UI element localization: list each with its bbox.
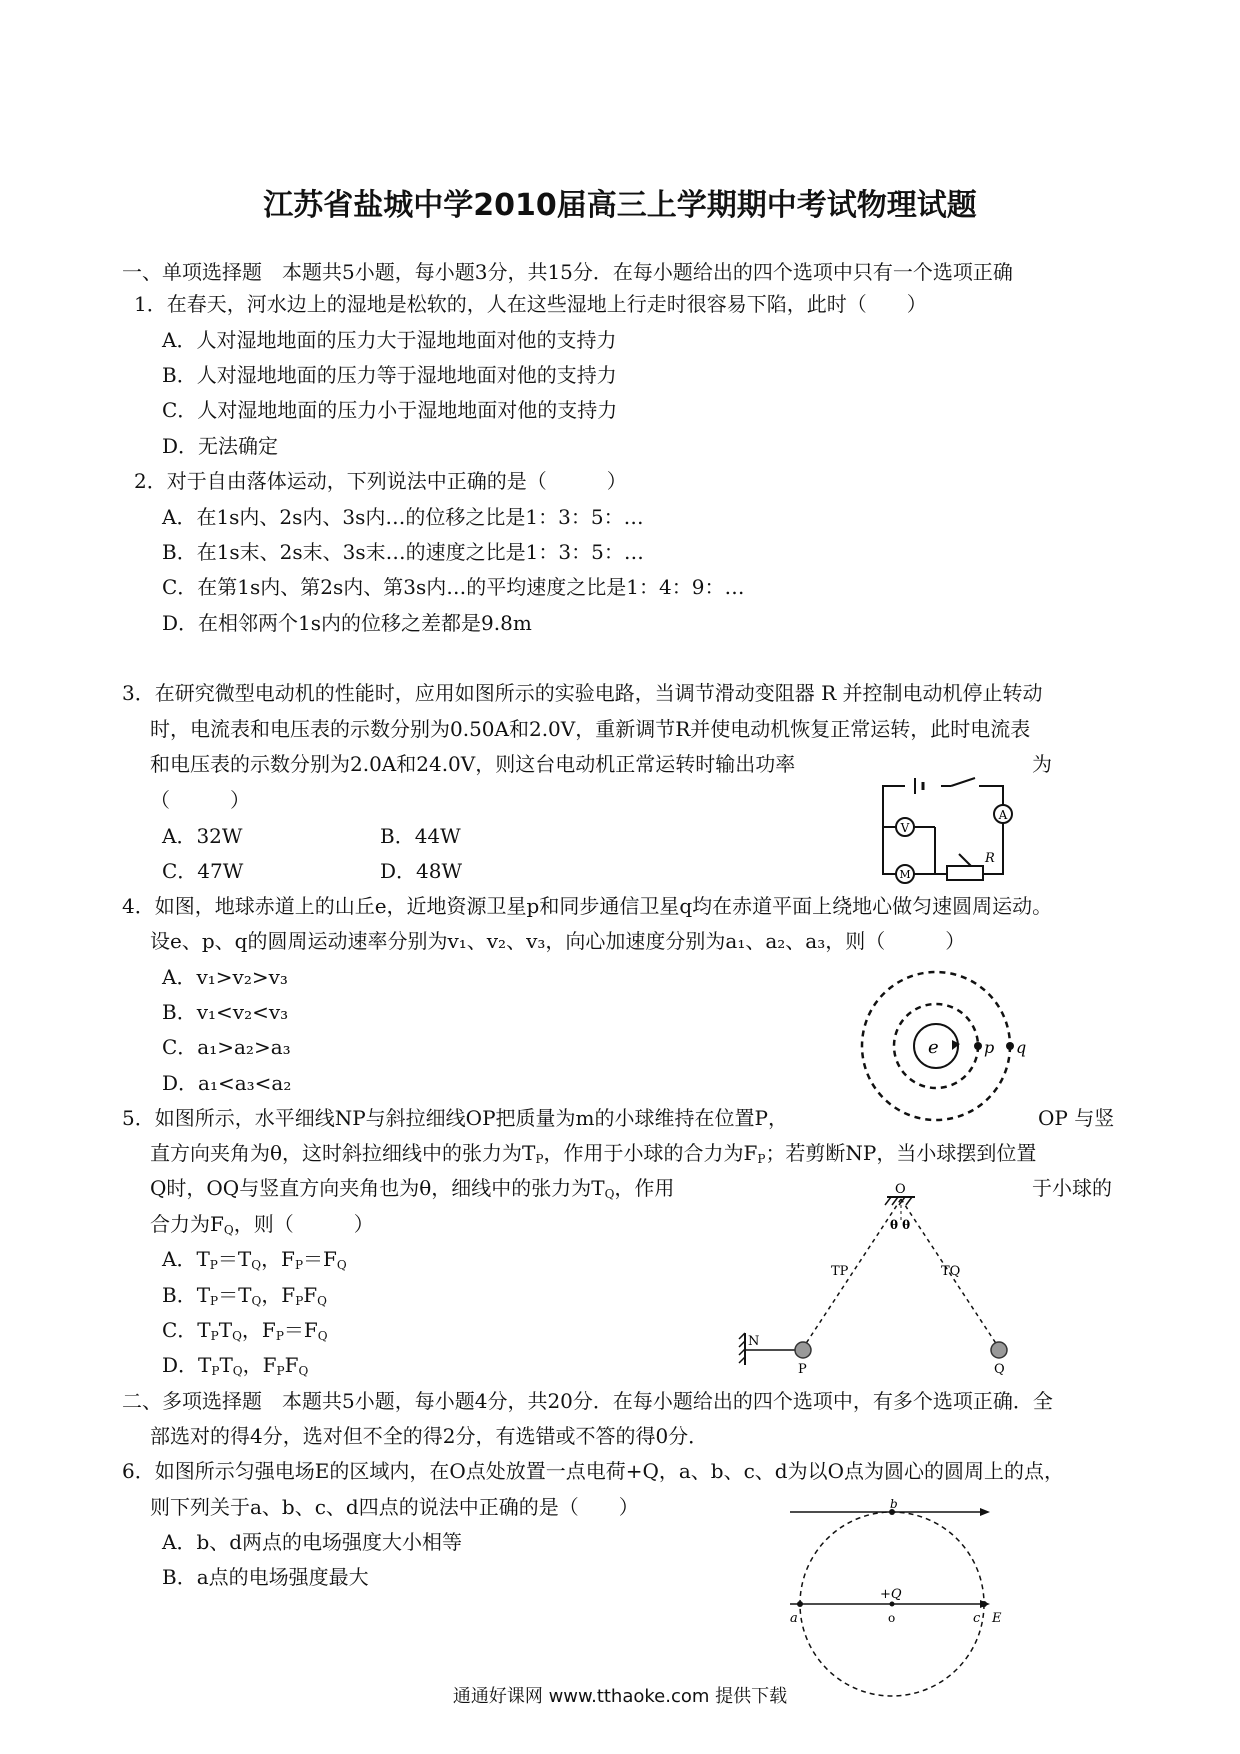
- label-c: c: [973, 1611, 981, 1626]
- q5-line-3b: 于小球的: [1032, 1176, 1112, 1200]
- voltmeter-label: V: [900, 821, 910, 835]
- rheostat-label: R: [985, 851, 995, 866]
- q4-option-a: A．v₁>v₂>v₃: [162, 965, 288, 989]
- q2-option-a: A．在1s内、2s内、3s内…的位移之比是1：3：5：…: [162, 505, 644, 529]
- label-p: p: [984, 1038, 995, 1057]
- q3-option-a: A．32W: [162, 824, 243, 848]
- q5-line-3a: Q时，OQ与竖直方向夹角也为θ，细线中的张力为$T_Q$，作用: [150, 1176, 675, 1201]
- ball-p: [795, 1342, 811, 1358]
- q2-option-b: B．在1s末、2s末、3s末…的速度之比是1：3：5：…: [162, 540, 644, 564]
- point-o: [890, 1602, 895, 1607]
- q4-line-2: 设e、p、q的圆周运动速率分别为v₁、v₂、v₃，向心加速度分别为a₁、a₂、a₃，则（ ）: [150, 929, 966, 953]
- label-b: b: [890, 1497, 898, 1511]
- q1-option-b: B．人对湿地地面的压力等于湿地地面对他的支持力: [162, 363, 617, 387]
- q5-option-c: C．$T_PT_Q$，$F_P=F_Q$: [162, 1318, 328, 1343]
- label-o: O: [895, 1182, 906, 1197]
- q6-field-figure: [780, 1497, 1002, 1690]
- q3-line-2: 时，电流表和电压表的示数分别为0.50A和2.0V，重新调节R并使电动机恢复正常运转，此时电流表: [150, 717, 1031, 741]
- ball-q: [991, 1342, 1007, 1358]
- q3-option-d: D．48W: [380, 859, 463, 883]
- point-a: [797, 1601, 803, 1607]
- label-p: P: [798, 1362, 807, 1377]
- page-title: 江苏省盐城中学2010届高三上学期期中考试物理试题: [263, 188, 977, 223]
- label-o: o: [888, 1611, 896, 1625]
- label-charge: +Q: [880, 1587, 902, 1602]
- label-e: E: [992, 1611, 1002, 1626]
- q2-stem: 2．对于自由落体运动，下列说法中正确的是（ ）: [134, 469, 627, 493]
- q3-line-3a: 和电压表的示数分别为2.0A和24.0V，则这台电动机正常运转时输出功率: [150, 752, 796, 776]
- q1-option-d: D．无法确定: [162, 434, 279, 458]
- label-e: e: [928, 1037, 939, 1058]
- q3-line-1: 3．在研究微型电动机的性能时，应用如图所示的实验电路，当调节滑动变阻器 R 并控制电动机停止转动: [122, 681, 1043, 705]
- section-2-line-1: 二、多项选择题 本题共5小题，每小题4分，共20分．在每小题给出的四个选项中，有多个选项正确．全: [122, 1389, 1053, 1413]
- q5-line-1a: 5．如图所示，水平细线NP与斜拉细线OP把质量为m的小球维持在位置P，: [122, 1106, 788, 1130]
- q1-option-a: A．人对湿地地面的压力大于湿地地面对他的支持力: [162, 328, 617, 352]
- q5-pendulum-figure: [735, 1182, 1015, 1377]
- section-1-heading: 一、单项选择题 本题共5小题，每小题3分，共15分．在每小题给出的四个选项中只有一个选项正确: [122, 260, 1013, 284]
- q1-option-c: C．人对湿地地面的压力小于湿地地面对他的支持力: [162, 398, 618, 422]
- q6-line-1: 6．如图所示匀强电场E的区域内，在O点处放置一点电荷+Q，a、b、c、d为以O点为圆心的圆周上的点，: [122, 1459, 1065, 1483]
- q3-option-c: C．47W: [162, 859, 244, 883]
- label-tp: TP: [831, 1264, 849, 1279]
- q6-option-b: B．a点的电场强度最大: [162, 1565, 369, 1589]
- label-tq: TQ: [941, 1264, 961, 1279]
- q5-line-2: 直方向夹角为θ，这时斜拉细线中的张力为$T_P$，作用于小球的合力为$F_P$；若剪断NP，当小球摆到位置: [150, 1141, 1037, 1166]
- q4-option-c: C．a₁>a₂>a₃: [162, 1035, 291, 1059]
- point-c: [981, 1601, 987, 1607]
- ammeter-label: A: [998, 808, 1008, 822]
- string-op: [803, 1199, 901, 1348]
- section-2-line-2: 部选对的得4分，选对但不全的得2分，有选错或不答的得0分．: [150, 1424, 709, 1448]
- q2-option-c: C．在第1s内、第2s内、第3s内…的平均速度之比是1：4：9：…: [162, 575, 745, 599]
- label-q: Q: [994, 1362, 1005, 1377]
- q1-stem: 1．在春天，河水边上的湿地是松软的，人在这些湿地上行走时很容易下陷，此时（ ）: [134, 292, 927, 316]
- q5-line-1b: OP 与竖: [1038, 1106, 1115, 1130]
- label-n: N: [748, 1334, 760, 1349]
- label-a: a: [790, 1611, 798, 1626]
- q3-line-3b: 为: [1032, 752, 1052, 776]
- q5-option-d: D．$T_PT_Q$，$F_PF_Q$: [162, 1353, 309, 1378]
- q4-line-1: 4．如图，地球赤道上的山丘e，近地资源卫星p和同步通信卫星q均在赤道平面上绕地心做匀速圆周运动。: [122, 894, 1053, 918]
- point-p: [974, 1042, 982, 1050]
- q3-circuit-figure: [875, 770, 1015, 880]
- q6-line-2: 则下列关于a、b、c、d四点的说法中正确的是（ ）: [150, 1495, 639, 1519]
- q4-option-b: B．v₁<v₂<v₃: [162, 1000, 289, 1024]
- point-q: [1006, 1042, 1014, 1050]
- q4-option-d: D．a₁<a₃<a₂: [162, 1071, 292, 1095]
- q5-line-4: 合力为$F_Q$，则（ ）: [150, 1212, 374, 1237]
- rheostat-icon: [947, 866, 983, 880]
- label-theta: θ θ: [890, 1218, 911, 1232]
- q2-option-d: D．在相邻两个1s内的位移之差都是9.8m: [162, 611, 532, 635]
- label-q: q: [1016, 1038, 1027, 1057]
- q5-option-a: A．$T_P=T_Q$，$F_P=F_Q$: [162, 1247, 347, 1272]
- footer-source: 通通好课网 www.tthaoke.com 提供下载: [452, 1686, 788, 1707]
- q4-orbit-figure: [848, 960, 1038, 1122]
- q3-line-4: （ ）: [150, 788, 250, 812]
- q3-option-b: B．44W: [380, 824, 461, 848]
- q5-option-b: B．$T_P=T_Q$，$F_PF_Q$: [162, 1283, 328, 1308]
- q6-option-a: A．b、d两点的电场强度大小相等: [162, 1530, 463, 1554]
- motor-label: M: [899, 868, 911, 881]
